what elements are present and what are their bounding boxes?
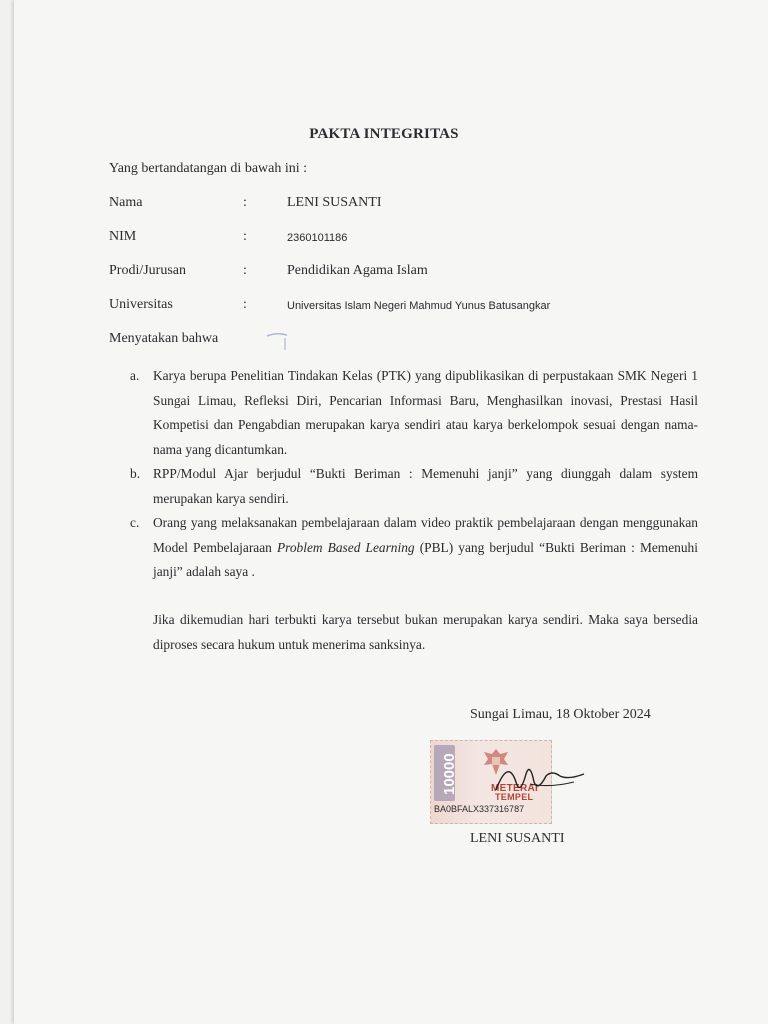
list-item-text: RPP/Modul Ajar berjudul “Bukti Beriman : Memenuhi janji” yang diunggah dalam system merupakan karya sendiri. bbox=[153, 466, 698, 506]
field-label: Prodi/Jurusan bbox=[109, 263, 186, 278]
field-label: Universitas bbox=[109, 297, 173, 312]
list-item bbox=[130, 511, 698, 585]
document-title: PAKTA INTEGRITAS bbox=[309, 126, 459, 142]
list-item-text-part: Orang yang melaksanakan pembelajaraan dalam video praktik pembelajaraan dengan menggunakan Model Pembelajaraan bbox=[153, 515, 698, 555]
list-marker: c. bbox=[130, 515, 140, 530]
list-marker: b. bbox=[130, 466, 141, 481]
field-label: Nama bbox=[109, 195, 143, 210]
stamp-word-tempel: TEMPEL bbox=[495, 792, 534, 802]
field-colon: : bbox=[243, 195, 247, 210]
statement-text: Menyatakan bahwa bbox=[109, 331, 219, 346]
field-colon: : bbox=[243, 263, 247, 278]
field-value: Pendidikan Agama Islam bbox=[287, 263, 428, 278]
field-colon: : bbox=[243, 229, 247, 244]
stamp-value: 10000 bbox=[441, 753, 458, 795]
signer-name: LENI SUSANTI bbox=[470, 831, 565, 846]
list-item-text-part: (PBL) yang berjudul “Bukti Beriman : Memenuhi janji” adalah saya . bbox=[153, 539, 698, 579]
field-value: 2360101186 bbox=[287, 232, 348, 244]
ink-mark bbox=[265, 330, 295, 352]
place-date: Sungai Limau, 18 Oktober 2024 bbox=[470, 707, 651, 722]
field-value: LENI SUSANTI bbox=[287, 195, 382, 210]
signature-icon bbox=[490, 752, 590, 802]
stamp-serial: BA0BFALX337316787 bbox=[434, 804, 525, 814]
closing-paragraph: Jika dikemudian hari terbukti karya tersebut bukan merupakan karya sendiri. Maka saya bersedia diproses secara hukum untuk menerima sanksinya. bbox=[153, 612, 698, 652]
field-colon: : bbox=[243, 297, 247, 312]
list-marker: a. bbox=[130, 368, 140, 383]
intro-text: Yang bertandatangan di bawah ini : bbox=[109, 161, 308, 176]
statement-list bbox=[130, 364, 698, 585]
list-item-italic-term: Problem Based Learning bbox=[276, 539, 415, 555]
list-item bbox=[130, 462, 698, 511]
list-item-text: Karya berupa Penelitian Tindakan Kelas (PTK) yang dipublikasikan di perpustakaan SMK Negeri 1 Sungai Limau, Refleksi Diri, Pencarian Informasi Baru, Menghasilkan inovasi, Prestasi Hasil Kompetisi dan Pengabdian merupakan karya sendiri atau karya berkelompok sesuai dengan nama-nama yang dicantumkan. bbox=[153, 368, 698, 457]
field-value: Universitas Islam Negeri Mahmud Yunus Batusangkar bbox=[287, 300, 551, 312]
stamp-word-meterai: METERAI bbox=[491, 783, 539, 794]
list-item bbox=[130, 364, 698, 462]
list-item-text bbox=[153, 511, 698, 585]
field-label: NIM bbox=[109, 229, 137, 244]
